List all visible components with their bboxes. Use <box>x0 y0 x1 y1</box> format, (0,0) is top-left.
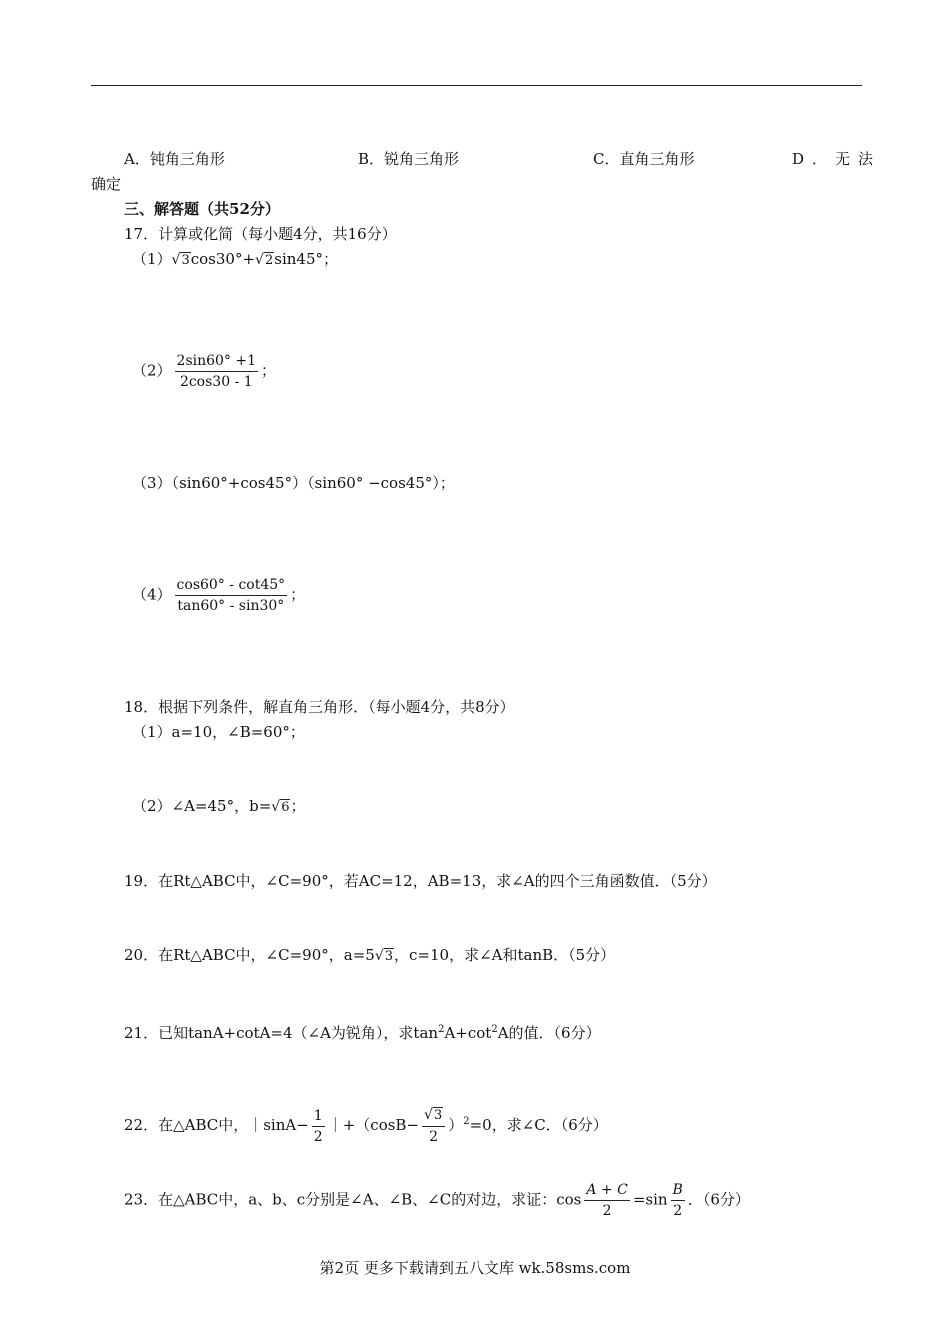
q17-stem: 17．计算或化简（每小题4分，共16分） <box>124 225 397 243</box>
q18-part2-tail: ； <box>290 797 306 815</box>
q19: 19．在Rt△ABC中，∠C=90°，若AC=12，AB=13，求∠A的四个三角函数值．（5分） <box>124 872 717 890</box>
q23-post: ．（6分） <box>687 1190 750 1209</box>
option-a: A．钝角三角形 <box>124 150 225 168</box>
q22-mid: ｜+（cosB− <box>327 1116 420 1134</box>
sqrt-2: √2 <box>255 252 274 268</box>
q21 <box>124 1020 601 1043</box>
section-title: 三、解答题（共52分） <box>124 200 280 218</box>
q22-pre: 22．在△ABC中，｜sinA− <box>124 1116 309 1134</box>
sqrt-3: √3 <box>171 252 190 268</box>
q23-fraction-2: $\frac{B}{2}$ <box>672 1182 683 1219</box>
q17-part4 <box>132 576 305 615</box>
q17-part2-denominator: 2cos30 - 1 <box>179 374 253 390</box>
q17-part2-fraction <box>175 352 259 391</box>
option-c: C．直角三角形 <box>593 150 695 168</box>
q17-part4-label: （4） <box>132 585 172 604</box>
header-rule <box>91 85 862 86</box>
q18-part1: （1）a=10，∠B=60°； <box>132 723 305 741</box>
q17-part2 <box>132 352 276 391</box>
q17-part2-tail: ； <box>261 361 277 380</box>
option-d-continued: 确定 <box>91 175 122 193</box>
q18-part2-pre: （2）∠A=45°，b= <box>132 797 272 815</box>
q17-part1-label: （1） <box>132 250 172 268</box>
q17-part4-tail: ； <box>290 585 306 604</box>
sqrt-3-q20: √3 <box>374 948 394 964</box>
q17-part2-numerator: 2sin60° +1 <box>175 352 259 372</box>
q21-text-b: A+cot <box>444 1024 492 1042</box>
q17-part4-numerator: cos60° - cot45° <box>175 576 288 596</box>
option-d: D．无法 <box>792 150 882 168</box>
q20-post: ，c=10，求∠A和tanB．（5分） <box>394 946 616 964</box>
page-footer: 第2页 更多下载请到五八文库 wk.58sms.com <box>319 1259 631 1277</box>
q17-part4-fraction <box>175 576 288 615</box>
q18-stem: 18．根据下列条件，解直角三角形．（每小题4分，共8分） <box>124 698 515 716</box>
q22-post-a: ） <box>448 1116 464 1134</box>
q23-mid: =sin <box>632 1190 668 1209</box>
option-b: B．锐角三角形 <box>358 150 460 168</box>
q21-sup2: 2 <box>491 1024 498 1035</box>
q17-part1-sin: sin45°； <box>274 250 338 268</box>
q21-sup1: 2 <box>438 1024 445 1035</box>
q17-part3 <box>132 473 455 493</box>
q22-fraction-1: $\frac{1}{2}$ <box>313 1107 323 1145</box>
q23 <box>124 1181 750 1220</box>
q20 <box>124 945 615 967</box>
q22 <box>124 1106 608 1146</box>
q23-pre: 23．在△ABC中，a、b、c分别是∠A、∠B、∠C的对边，求证：cos <box>124 1190 582 1209</box>
q17-part1-cos: cos30°+ <box>190 250 256 268</box>
q21-text-a: 21．已知tanA+cotA=4（∠A为锐角），求tan <box>124 1024 439 1042</box>
q23-fraction-1: $\frac{A + C}{2}$ <box>586 1182 628 1219</box>
q17-part4-denominator: tan60° - sin30° <box>177 598 285 614</box>
q22-sup: 2 <box>463 1116 470 1127</box>
sqrt-6: √6 <box>271 799 290 815</box>
q21-text-c: A的值．（6分） <box>497 1024 601 1042</box>
q20-pre: 20．在Rt△ABC中，∠C=90°，a=5 <box>124 946 375 964</box>
q17-part1 <box>132 249 338 271</box>
q22-fraction-2: $\frac{√3}{2}$ <box>422 1106 445 1146</box>
q22-post-b: =0，求∠C．（6分） <box>469 1116 608 1134</box>
q17-part3-label: （3） <box>132 474 172 492</box>
q17-part2-label: （2） <box>132 361 172 380</box>
q17-part3-expr: （sin60°+cos45°）（sin60° −cos45°）； <box>171 474 455 492</box>
q18-part2 <box>132 796 306 818</box>
